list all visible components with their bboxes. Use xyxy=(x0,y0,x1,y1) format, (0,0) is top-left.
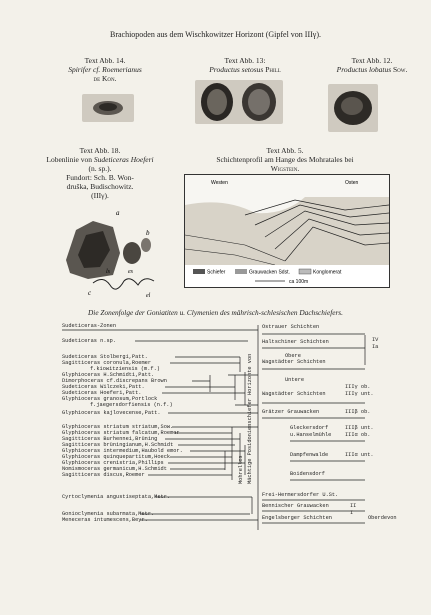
zone-row: Glyphioceras quinquepartitum,Hoeck xyxy=(62,454,171,460)
figure-14-species: Spirifer cf. Roemerianus xyxy=(68,65,142,74)
figure-5-label: Text Abb. 5. xyxy=(266,146,304,155)
figure-14-author: de Kon. xyxy=(93,74,117,83)
figure-13-species: Productus setosus Phill xyxy=(209,65,281,74)
zone-row: Glyphioceras striatum falcatum,Roemer xyxy=(62,430,180,436)
zone-row: Sagitticeras discus,Roemer xyxy=(62,472,145,478)
strata-label: Dampfenwalde xyxy=(290,452,329,458)
strata-label: Grätzer Grauwacken xyxy=(262,409,320,415)
east-label: Osten xyxy=(345,180,359,186)
zone-row: Sudeticeras-Zonen xyxy=(62,323,117,329)
legend-konglomerat: Konglomerat xyxy=(313,269,342,276)
zone-row: Glyphioceras granosum,Portlock xyxy=(62,396,158,402)
page-title: Brachiopoden aus dem Wischkowitzer Horizont (Gipfel von IIIγ). xyxy=(109,30,321,39)
zone-row: f.jaegersdorfiensis (n.f.) xyxy=(90,402,173,408)
zone-row: Sagitticeras brüningianum,H.Schmidt xyxy=(62,442,174,448)
mark-el: el xyxy=(146,293,151,299)
strata-label: Bennischer Grauwacken xyxy=(262,503,329,509)
mark-es: es xyxy=(128,269,133,275)
figure-18-label: Text Abb. 18. xyxy=(79,146,121,155)
zone-row: Glyphioceras striatum striatum,Sow. xyxy=(62,424,174,430)
strata-label: Engelsberger Schichten xyxy=(262,515,332,521)
zone-row: Glyphioceras H.Schmidti,Patt. xyxy=(62,372,155,378)
zone-row: Sudeticeras n.sp. xyxy=(62,338,117,344)
vertical-label: Mächtige Posidonienschiefer Horizonte von xyxy=(247,353,253,484)
zone-row: Gonioclymenia subarmata,Mstr. xyxy=(62,511,155,517)
legend-schiefer: Schiefer xyxy=(207,269,226,276)
mark-a: a xyxy=(116,209,120,217)
zone-row: Glyphioceras intermedium,Haubold emor. xyxy=(62,448,183,454)
strata-label: Oberdevon xyxy=(368,515,397,521)
zone-row: Sudeticeras Stolbergi,Patt. xyxy=(62,354,148,360)
mark-b: b xyxy=(146,229,150,237)
strata-label: Frei-Hermersdorfer U.St. xyxy=(262,492,339,498)
strata-label: Wagstädter Schichten xyxy=(262,391,326,397)
zone-row: Cyrtoclymenia angustiseptata,Mstr. xyxy=(62,494,171,500)
zone-code: IIIα unt. xyxy=(345,452,374,458)
strata-label: Gleckersdorf xyxy=(290,425,329,431)
strata-label: u.Hanselmühle xyxy=(290,432,332,438)
zone-code: Ia xyxy=(372,344,379,350)
strata-label: Obere xyxy=(285,353,301,359)
strata-label: Boidensdorf xyxy=(290,471,325,477)
figure-14-label: Text Abb. 14. xyxy=(84,56,126,65)
zone-row: Sagitticeras coronula,Roemer xyxy=(62,360,152,366)
zone-code: IV xyxy=(372,337,379,343)
zone-row: Dimorphoceras cf.discrepans Brown xyxy=(62,378,167,384)
zone-row: f.kiowitziensis (m.f.) xyxy=(90,366,160,372)
zone-code: IIIγ ob. xyxy=(345,384,371,390)
figure-13-label: Text Abb. 13: xyxy=(224,56,266,65)
strata-label: Untere xyxy=(285,377,305,383)
zonen-title: Die Zonenfolge der Goniatiten u. Clymenien des mährisch-schlesischen Dachschiefers. xyxy=(88,308,343,317)
zone-code: IIIβ ob. xyxy=(345,409,371,415)
zone-code: II xyxy=(350,503,357,509)
strata-label: Wagstädter Schichten xyxy=(262,359,326,365)
figure-12-species: Productus lobatus Sow. xyxy=(336,65,408,74)
zone-row: Glyphioceras kajlovecense,Patt. xyxy=(62,410,161,416)
vertical-label: Mohrelles xyxy=(238,455,244,484)
zone-code: I xyxy=(350,510,354,516)
strata-label: Ostrauer Schichten xyxy=(262,324,320,330)
zone-code: IIIγ unt. xyxy=(345,391,374,397)
legend-grauwacken: Grauwacken Sdst. xyxy=(249,269,290,276)
figure-5-caption: Text Abb. 5. Schichtenprofil am Hange des Mohratales bei Wigstein. xyxy=(185,146,385,173)
zone-row: Sagitticeras Burhennei,Brüning xyxy=(62,436,158,442)
scale-label: ca 100m xyxy=(289,279,309,285)
west-label: Westen xyxy=(211,180,228,186)
strata-label: Haltschiner Schichten xyxy=(262,339,329,345)
zone-row: Nomismoceras germanicum,H.Schmidt xyxy=(62,466,167,472)
figure-12-label: Text Abb. 12. xyxy=(351,56,393,65)
figure-18-caption: Text Abb. 18. Lobenlinie von Sudeticeras Hoeferi (n. sp.). Fundort: Sch. B. Won- druška, Budischowitz. (IIIγ). xyxy=(40,146,160,200)
zone-row: Meneceras intumescens,Beyr. xyxy=(62,517,148,523)
mark-c: c xyxy=(88,289,92,297)
zone-code: IIIβ unt. xyxy=(345,425,374,431)
zone-code: IIIα ob. xyxy=(345,432,371,438)
zone-row: Glyphioceras crenistria,Phillips xyxy=(62,460,164,466)
zone-row: Sudeticeras Hoeferi,Patt. xyxy=(62,390,142,396)
mark-ls: ls xyxy=(106,269,111,275)
zone-row: Sudeticeras Wilczeki,Patt. xyxy=(62,384,145,390)
